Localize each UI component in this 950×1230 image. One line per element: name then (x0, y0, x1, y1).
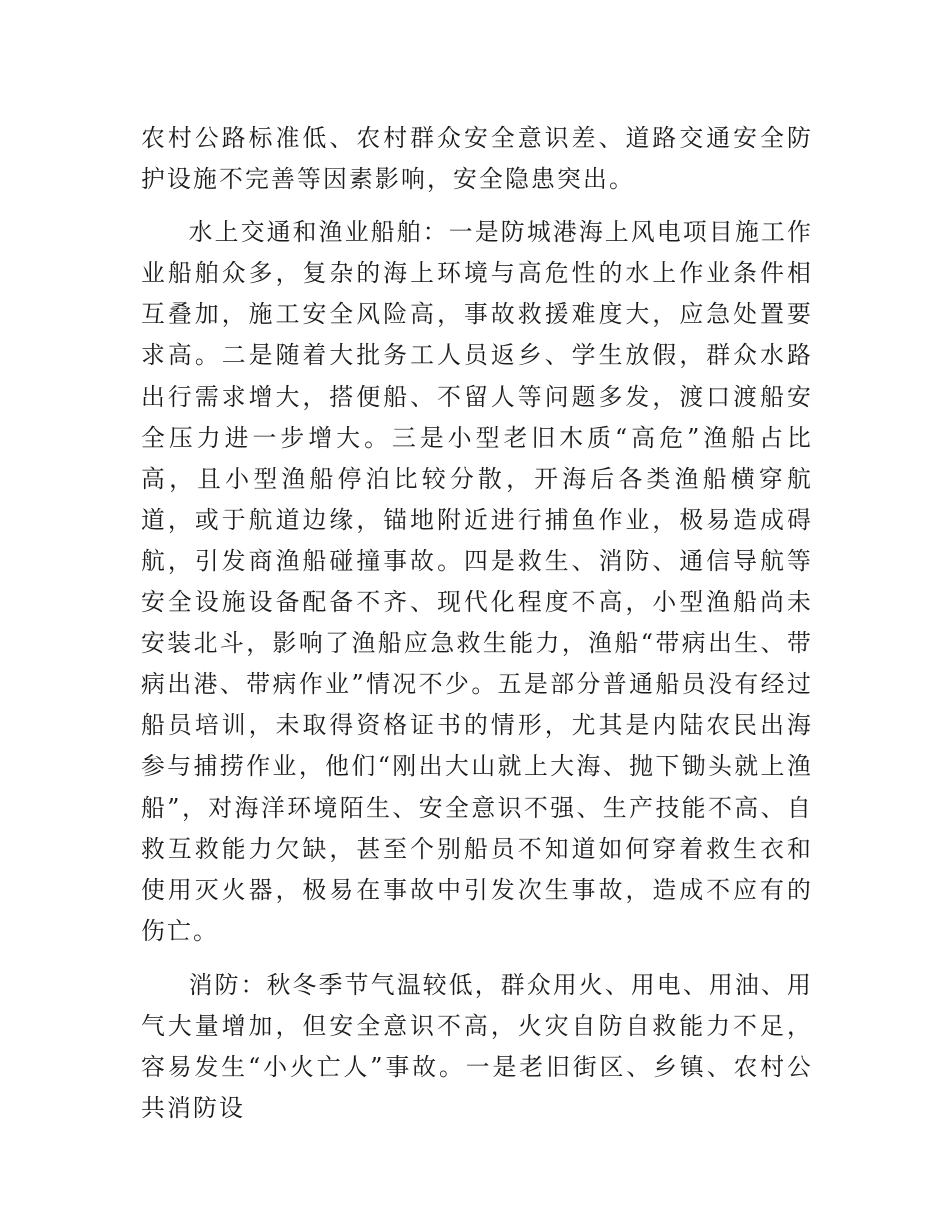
document-body (141, 118, 813, 1129)
paragraph-road-traffic-continued: 农村公路标准低、农村群众安全意识差、道路交通安全防护设施不完善等因素影响，安全隐患突出。 (141, 124, 813, 194)
paragraph-fire-protection: 消防：秋冬季节气温较低，群众用火、用电、用油、用气大量增加，但安全意识不高，火灾自防自救能力不足，容易发生“小火亡人”事故。一是老旧街区、乡镇、农村公共消防设 (141, 970, 813, 1123)
paragraph-water-transport-fishing-vessels: 水上交通和渔业船舶：一是防城港海上风电项目施工作业船舶众多，复杂的海上环境与高危性的水上作业条件相互叠加，施工安全风险高，事故救援难度大，应急处置要求高。二是随着大批务工人员返乡、学生放假，群众水路出行需求增大，搭便船、不留人等问题多发，渡口渡船安全压力进一步增大。三是小型老旧木质“高危”渔船占比高，且小型渔船停泊比较分散，开海后各类渔船横穿航道，或于航道边缘，锚地附近进行捕鱼作业，极易造成碍航，引发商渔船碰撞事故。四是救生、消防、通信导航等安全设施设备配备不齐、现代化程度不高，小型渔船尚未安装北斗，影响了渔船应急救生能力，渔船“带病出生、带病出港、带病作业”情况不少。五是部分普通船员没有经过船员培训，未取得资格证书的情形，尤其是内陆农民出海参与捕捞作业，他们“刚出大山就上大海、抛下锄头就上渔船”，对海洋环境陌生、安全意识不强、生产技能不高、自救互救能力欠缺，甚至个别船员不知道如何穿着救生衣和使用灭火器，极易在事故中引发次生事故，造成不应有的伤亡。 (141, 218, 813, 945)
